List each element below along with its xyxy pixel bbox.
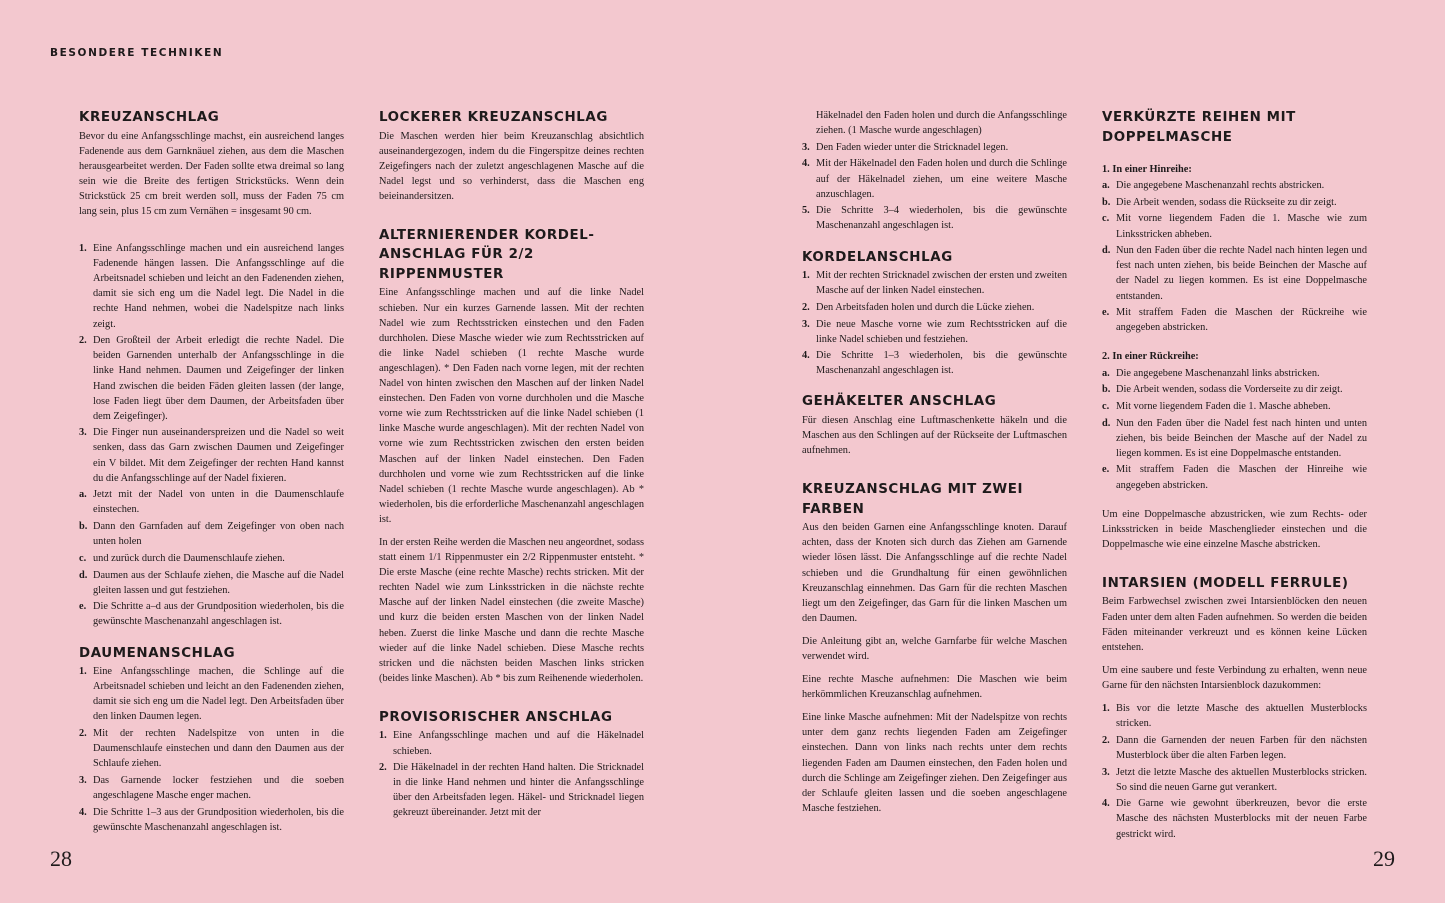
list-marker: 4. [802, 158, 810, 170]
list-marker: 2. [379, 762, 387, 774]
step-list [79, 664, 344, 835]
step-list [802, 268, 1067, 378]
paragraph: Die Maschen werden hier beim Kreuzanschlag absichtlich auseinandergezogen, indem du die Fingerspitze deines rechten Zeigefingers nach der zuletzt angeschlagenen Masche auf die Nadel legst und so verhinderst, dass die Maschen eng beieinandersitzen. [379, 130, 644, 202]
list-item-text: Mit straffem Faden die Maschen der Hinreihe wie angegeben abstricken. [1116, 464, 1367, 491]
list-item [802, 348, 1067, 378]
page-number-right: 29 [1373, 846, 1395, 871]
list-marker: 2. [79, 728, 87, 740]
list-marker: 1. [79, 243, 87, 255]
step-list [79, 241, 344, 630]
list-item-text: Den Faden wieder unter die Stricknadel legen. [816, 141, 1009, 153]
list-item-text: Die Schritte 1–3 wiederholen, bis die gewünschte Maschenanzahl angeschlagen ist. [816, 350, 1067, 377]
list-item [802, 108, 1067, 138]
paragraph: Eine linke Masche aufnehmen: Mit der Nadelspitze von rechts unter dem ganz rechts liegenden Faden am Zeigefinger einstechen. Dann von links nach rechts unter dem rechts liegenden Faden am Daumen einstechen, den Faden holen und durch die Schlinge am Zeigefinger ziehen. Den Zeigefinger aus der Schlaufe gleiten lassen und die soeben angeschlagene Masche festziehen. [802, 712, 1067, 814]
paragraph: Beim Farbwechsel zwischen zwei Intarsienblöcken den neuen Faden unter dem alten Faden aufnehmen. So werden die beiden Fäden miteinander verkreuzt und es können keine Lücken entstehen. [1102, 596, 1367, 653]
list-item [802, 268, 1067, 298]
list-marker: 3. [79, 774, 87, 786]
list-item-text: Jetzt mit der Nadel von unten in die Daumenschlaufe einstechen. [93, 489, 344, 516]
spacer [379, 694, 644, 708]
list-item-text: Häkelnadel den Faden holen und durch die Anfangsschlinge ziehen. (1 Masche wurde angeschlagen) [816, 110, 1067, 137]
list-marker: c. [79, 552, 87, 564]
list-item-text: Den Arbeitsfaden holen und durch die Lücke ziehen. [816, 301, 1035, 313]
list-item-text: Mit der rechten Nadelspitze von unten in die Daumenschlaufe einstechen und dann den Daumen aus der Schlaufe ziehen. [93, 728, 344, 770]
section-heading: PROVISORISCHER ANSCHLAG [379, 709, 613, 725]
paragraph: Aus den beiden Garnen eine Anfangsschlinge knoten. Darauf achten, dass der Knoten sich durch das Ziehen am Garnende wieder lösen lässt. Die Anfangsschlinge auf die rechte Nadel schieben und die Grundhaltung für einen gewöhnlichen Kreuzanschlag einnehmen. Das Garn für die rechten Maschen liegt um den Zeigefinger, das Garn für die linken Maschen um den Daumen. [802, 522, 1067, 624]
list-item-text: Eine Anfangsschlinge machen und ein ausreichend langes Fadenende hängen lassen. Die Anfangsschlinge auf die Arbeitsnadel schieben und leicht an den Fadenenden ziehen, damit sie sich eng um die Nadel legt. Die Nadel in die rechte Hand nehmen, wobei die Nadelspitze nach links zeigt. [93, 243, 344, 330]
step-list [1102, 701, 1367, 842]
paragraph: Um eine saubere und feste Verbindung zu erhalten, wenn neue Garne für den nächsten Intarsienblock dazukommen: [1102, 664, 1367, 691]
list-item [802, 140, 1067, 155]
spacer [79, 227, 344, 241]
list-marker: 1. [379, 730, 387, 742]
section-heading: INTARSIEN (MODELL FERRULE) [1102, 575, 1349, 591]
spacer [802, 466, 1067, 480]
list-item [79, 333, 344, 424]
list-marker: c. [1102, 213, 1110, 225]
step-list [1102, 178, 1367, 335]
list-item-text: Die Schritte 3–4 wiederholen, bis die gewünschte Maschenanzahl angeschlagen ist. [816, 205, 1067, 232]
list-item-text: Dann den Garnfaden auf dem Zeigefinger von oben nach unten holen [93, 521, 344, 548]
page-number-left: 28 [50, 846, 72, 871]
list-item-text: Nun den Faden über die rechte Nadel nach hinten legen und fest nach unten ziehen, bis beide Beinchen der Masche auf der Nadel zu liegen kommen. Es ist eine Doppelmasche entstanden. [1116, 245, 1367, 302]
list-item-text: Die Garne wie gewohnt überkreuzen, bevor die erste Masche des nächsten Musterblocks mit der neuen Farbe gestrickt wird. [1116, 798, 1367, 840]
list-marker: 4. [79, 806, 87, 818]
list-item [79, 568, 344, 598]
spacer [379, 212, 644, 226]
list-item-text: Die neue Masche vorne wie zum Rechtsstricken auf die linke Nadel schieben und festziehen. [816, 318, 1067, 345]
spacer [1102, 148, 1367, 162]
list-marker: 4. [802, 350, 810, 362]
list-item [802, 156, 1067, 201]
list-item [1102, 243, 1367, 303]
list-marker: b. [79, 521, 88, 533]
list-item-text: Mit der rechten Stricknadel zwischen der ersten und zweiten Masche auf der linken Nadel einstechen. [816, 270, 1067, 297]
section-heading: ALTERNIERENDER KORDEL-ANSCHLAG FÜR 2/2 RIPPENMUSTER [379, 227, 595, 282]
list-item-text: Die Häkelnadel in der rechten Hand halten. Die Stricknadel in die linke Hand nehmen und hinter die Anfangsschlinge über den Arbeitsfaden legen. Häkel- und Stricknadel liegen gekreuzt übereinander. Jetzt mit der [393, 762, 644, 819]
spacer [1102, 560, 1367, 574]
list-item [1102, 399, 1367, 414]
list-marker: 1. [1102, 702, 1110, 714]
subheading: 1. In einer Hinreihe: [1102, 164, 1192, 175]
list-marker: d. [1102, 417, 1111, 429]
list-item-text: Nun den Faden über die Nadel fest nach hinten und unten ziehen, bis beide Beinchen der Masche auf der Nadel zu liegen kommen. Es ist eine Doppelmasche entstanden. [1116, 417, 1367, 459]
list-marker: e. [1102, 307, 1110, 319]
list-marker: 1. [79, 666, 87, 678]
paragraph: Um eine Doppelmasche abzustricken, wie zum Rechts- oder Linksstricken in beide Maschenglieder einstechen und die Doppelmasche wie eine einzelne Masche abstricken. [1102, 508, 1367, 550]
list-item [802, 203, 1067, 233]
list-marker: b. [1102, 384, 1111, 396]
list-marker: 3. [802, 318, 810, 330]
list-marker: 5. [802, 205, 810, 217]
list-marker: d. [79, 569, 88, 581]
list-marker: 3. [79, 427, 87, 439]
section-heading: DAUMENANSCHLAG [79, 645, 236, 661]
list-item-text: Den Großteil der Arbeit erledigt die rechte Nadel. Die beiden Garnenden unterhalb der Anfangsschlinge in die linke Hand nehmen. Daumen und Zeigefinger der linken Hand zwischen die beiden Fäden gleiten lassen (der lange, lose Faden liegt über dem Daumen, der Arbeitsfaden über dem Zeigefinger). [93, 335, 344, 422]
column-4 [1102, 108, 1367, 856]
list-item-text: Bis vor die letzte Masche des aktuellen Musterblocks stricken. [1116, 702, 1367, 730]
list-item [1102, 765, 1367, 795]
column-2 [379, 108, 644, 835]
section-heading: KREUZANSCHLAG [79, 110, 220, 125]
running-head: BESONDERE TECHNIKEN [50, 47, 224, 59]
list-item-text: Jetzt die letzte Masche des aktuellen Musterblocks stricken. So sind die neuen Garne gut verankert. [1116, 766, 1367, 793]
list-marker: 2. [802, 301, 810, 313]
list-item-text: Mit der Häkelnadel den Faden holen und durch die Schlinge auf der Häkelnadel ziehen, um eine weitere Masche anzuschlagen. [816, 158, 1067, 200]
list-marker: a. [1102, 367, 1110, 379]
list-item-text: Mit vorne liegendem Faden die 1. Masche abheben. [1116, 400, 1331, 412]
list-item-text: Mit vorne liegendem Faden die 1. Masche wie zum Linksstricken abheben. [1116, 213, 1367, 240]
list-item-text: Die angegebene Maschenanzahl rechts abstricken. [1116, 180, 1325, 192]
list-marker: a. [79, 489, 87, 501]
list-item [1102, 366, 1367, 381]
list-item [79, 425, 344, 485]
paragraph: Die Anleitung gibt an, welche Garnfarbe für welche Maschen verwendet wird. [802, 635, 1067, 662]
paragraph: Eine rechte Masche aufnehmen: Die Maschen wie beim herkömmlichen Kreuzanschlag aufnehmen. [802, 674, 1067, 701]
list-marker [802, 108, 816, 138]
list-item-text: Die angegebene Maschenanzahl links abstricken. [1116, 367, 1320, 379]
section-heading: VERKÜRZTE REIHEN MIT DOPPELMASCHE [1102, 110, 1296, 145]
list-item [1102, 416, 1367, 461]
list-item [79, 805, 344, 835]
column-1 [79, 108, 344, 849]
list-item [79, 241, 344, 332]
paragraph: In der ersten Reihe werden die Maschen neu angeordnet, sodass statt einem 1/1 Rippenmuster ein 2/2 Rippenmuster entsteht. * Die erste Masche (eine rechte Masche) rechts stricken. Mit der rechten Nadel wie zum Linksstricken in die nächste rechte Masche auf der linken Nadel einstechen (die zweite Masche) und kurz die beiden ersten Maschen von der linken Nadel heben. Zuerst die linke Masche und dann die rechte Masche wieder auf die linke Nadel schieben. Diese Masche rechts stricken und die nächsten beiden Maschen links stricken (beides linke Maschen). Ab * bis zum Reihenende wiederholen. [379, 536, 644, 684]
list-item [79, 519, 344, 549]
list-marker: e. [1102, 464, 1110, 476]
list-item-text: Die Arbeit wenden, sodass die Vorderseite zu dir zeigt. [1116, 384, 1343, 396]
list-marker: 2. [79, 335, 87, 347]
paragraph: Für diesen Anschlag eine Luftmaschenkette häkeln und die Maschen aus den Schlingen auf der Rückseite der Luftmaschen aufnehmen. [802, 414, 1067, 457]
list-item-text: Die Finger nun auseinanderspreizen und die Nadel so weit senken, dass das Garn zwischen Daumen und Zeigefinger ein V bildet. Mit dem Zeigefinger der rechten Hand kannst du die Anfangsschlinge auf der Nadel fixieren. [93, 427, 344, 484]
list-marker: 1. [802, 270, 810, 282]
list-item [1102, 701, 1367, 731]
list-item [1102, 462, 1367, 492]
section-heading: KORDELANSCHLAG [802, 249, 953, 265]
paragraph: Bevor du eine Anfangsschlinge machst, ein ausreichend langes Fadenende aus dem Garnknäuel ziehen, aus dem die Maschen herausgearbeitet werden. Der Faden sollte etwa dreimal so lang sein wie die Breite des fertigen Strickstücks. Wenn dein Strickstück 25 cm breit werden soll, muss der Faden 75 cm lang sein, plus 15 cm zum Vernähen = insgesamt 90 cm. [79, 130, 344, 217]
list-item [1102, 195, 1367, 210]
list-marker: c. [1102, 400, 1110, 412]
list-marker: 4. [1102, 798, 1110, 810]
subheading: 2. In einer Rückreihe: [1102, 351, 1199, 363]
list-item [1102, 305, 1367, 335]
list-item [79, 487, 344, 517]
list-item [1102, 796, 1367, 841]
list-item [802, 317, 1067, 347]
list-item-text: Dann die Garnenden der neuen Farben für den nächsten Musterblock über die alten Farben legen. [1116, 734, 1367, 761]
list-item [1102, 733, 1367, 763]
section-heading: LOCKERER KREUZANSCHLAG [379, 110, 608, 125]
list-item [79, 773, 344, 803]
list-item-text: Eine Anfangsschlinge machen, die Schlinge auf die Arbeitsnadel schieben und leicht an den Fadenenden ziehen, damit sie sich eng um die Nadel legt. Den Arbeitsfaden über den linken Daumen legen. [93, 666, 344, 723]
step-list [379, 728, 644, 820]
list-item-text: Daumen aus der Schlaufe ziehen, die Masche auf die Nadel gleiten lassen und gut festziehen. [93, 569, 344, 596]
step-list [1102, 366, 1367, 493]
list-item-text: Die Schritte 1–3 aus der Grundposition wiederholen, bis die gewünschte Maschenanzahl angeschlagen ist. [93, 806, 344, 833]
list-item [802, 300, 1067, 315]
list-item-text: und zurück durch die Daumenschlaufe ziehen. [93, 552, 285, 564]
list-item [1102, 382, 1367, 397]
list-marker: 2. [1102, 734, 1110, 746]
list-marker: a. [1102, 180, 1110, 192]
list-item [1102, 178, 1367, 193]
list-marker: 3. [802, 141, 810, 153]
list-item [379, 728, 644, 758]
list-item [79, 599, 344, 629]
list-item [1102, 211, 1367, 241]
list-item-text: Eine Anfangsschlinge machen und auf die Häkelnadel schieben. [393, 730, 644, 757]
section-heading: KREUZANSCHLAG MIT ZWEI FARBEN [802, 482, 1024, 517]
list-item-text: Die Schritte a–d aus der Grundposition wiederholen, bis die gewünschte Maschenanzahl angeschlagen ist. [93, 601, 344, 628]
list-marker: 3. [1102, 766, 1110, 778]
step-list [802, 108, 1067, 234]
section-heading: GEHÄKELTER ANSCHLAG [802, 394, 997, 410]
list-item-text: Die Arbeit wenden, sodass die Rückseite zu dir zeigt. [1116, 196, 1337, 208]
list-item [79, 551, 344, 566]
list-marker: e. [79, 601, 87, 613]
list-marker: d. [1102, 245, 1111, 257]
list-item [379, 760, 644, 820]
list-marker: b. [1102, 196, 1111, 208]
list-item-text: Mit straffem Faden die Maschen der Rückreihe wie angegeben abstricken. [1116, 307, 1367, 334]
list-item-text: Das Garnende locker festziehen und die soeben angeschlagene Masche enger machen. [93, 774, 344, 801]
column-3 [802, 108, 1067, 824]
paragraph: Eine Anfangsschlinge machen und auf die linke Nadel schieben. Nur ein kurzes Garnende lassen. Mit der rechten Nadel wie zum Rechtsstricken einstechen und den Faden durchholen. Diese Masche wieder wie zum Rechtsstricken auf die linke Nadel schieben (1 rechte Masche wurde angeschlagen). * Den Faden nach vorne legen, mit der rechten Nadel von hinten zwischen den Maschen auf der linken Nadel einstechen. Den Faden von vorne durchholen und die Masche vorne wie zum Rechtsstricken auf die linke Nadel schieben (1 linke Masche wurde angeschlagen). Mit der rechten Nadel von vorne wie zum Rechtsstricken zwischen den ersten beiden Maschen auf der linken Nadel einstechen. Den Faden durchholen und vorne wie zum Rechtsstricken auf die linke Nadel schieben (1 rechte Masche wurde angeschlagen). Ab * wiederholen, bis die erforderliche Maschenanzahl angeschlagen ist. [379, 287, 644, 525]
list-item [79, 664, 344, 724]
list-item [79, 726, 344, 771]
